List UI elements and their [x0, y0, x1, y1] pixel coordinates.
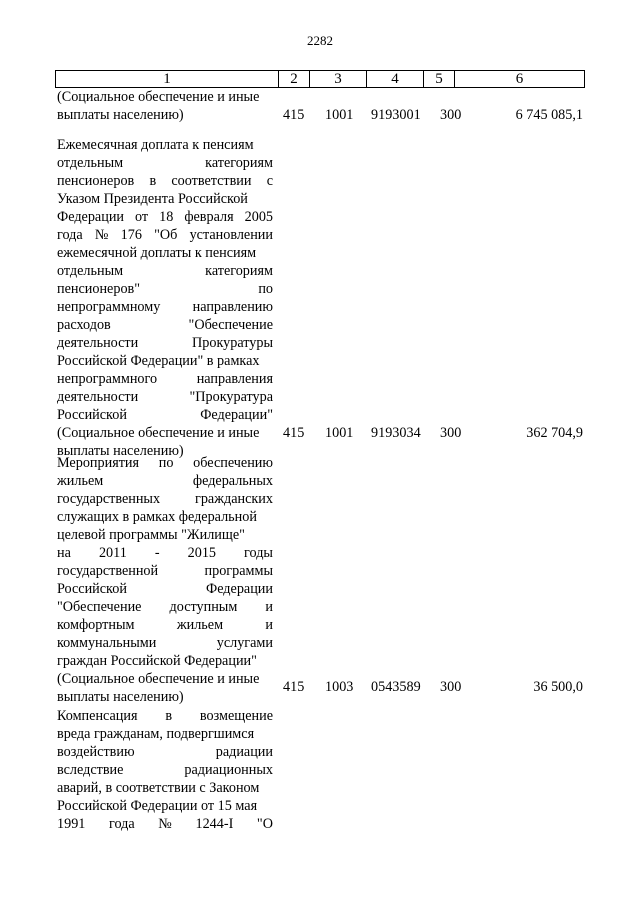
- row-description-line: отдельным категориям: [57, 155, 273, 171]
- row-description-line: жильем федеральных: [57, 473, 273, 489]
- header-col-1: 1: [56, 71, 279, 87]
- row-description-line: 1991 года № 1244-I "О: [57, 816, 273, 832]
- header-col-4: 4: [367, 71, 424, 87]
- row-description-line: служащих в рамках федеральной: [57, 509, 257, 525]
- row-description: [57, 454, 273, 706]
- row-col-4: 9193001: [371, 107, 421, 123]
- row-description-line: выплаты населению): [57, 689, 184, 705]
- row-col-4: 0543589: [371, 679, 421, 695]
- row-col-3: 1001: [325, 425, 354, 441]
- row-col-6: 36 500,0: [533, 679, 583, 695]
- row-col-5: 300: [440, 107, 462, 123]
- row-description-line: на 2011 - 2015 годы: [57, 545, 273, 561]
- row-description-line: Российской Федерации": [57, 407, 273, 423]
- row-description-line: непрограммного направления: [57, 371, 273, 387]
- row-description-line: аварий, в соответствии с Законом: [57, 780, 260, 796]
- row-description-line: Ежемесячная доплата к пенсиям: [57, 137, 254, 153]
- row-description: [57, 707, 273, 833]
- row-description-line: Федерации от 18 февраля 2005: [57, 209, 273, 225]
- row-description-line: расходов "Обеспечение: [57, 317, 273, 333]
- row-description-line: деятельности Прокуратуры: [57, 335, 273, 351]
- row-description-line: комфортным жильем и: [57, 617, 273, 633]
- row-description-line: вследствие радиационных: [57, 762, 273, 778]
- row-description-line: коммунальными услугами: [57, 635, 273, 651]
- row-col-3: 1003: [325, 679, 354, 695]
- row-description-line: граждан Российской Федерации": [57, 653, 257, 669]
- row-description-line: Компенсация в возмещение: [57, 708, 273, 724]
- row-description-line: года № 176 "Об установлении: [57, 227, 273, 243]
- row-col-2: 415: [283, 107, 305, 123]
- row-description-line: вреда гражданам, подвергшимся: [57, 726, 255, 742]
- header-col-6: 6: [515, 71, 524, 87]
- row-description: [57, 88, 273, 124]
- row-description-line: целевой программы "Жилище": [57, 527, 245, 543]
- row-col-2: 415: [283, 679, 305, 695]
- row-description-line: "Обеспечение доступным и: [57, 599, 273, 615]
- row-description-line: пенсионеров" по: [57, 281, 273, 297]
- row-description-line: ежемесячной доплаты к пенсиям: [57, 245, 257, 261]
- row-description-line: Указом Президента Российской: [57, 191, 248, 207]
- row-description-line: (Социальное обеспечение и иные: [57, 671, 260, 687]
- row-description-line: деятельности "Прокуратура: [57, 389, 273, 405]
- row-description-line: воздействию радиации: [57, 744, 273, 760]
- header-col-2: 2: [279, 71, 310, 87]
- row-description-line: пенсионеров в соответствии с: [57, 173, 273, 189]
- row-col-5: 300: [440, 679, 462, 695]
- row-description-line: государственных гражданских: [57, 491, 273, 507]
- header-col-3: 3: [310, 71, 367, 87]
- row-col-6: 362 704,9: [526, 425, 583, 441]
- row-description-line: Российской Федерации от 15 мая: [57, 798, 258, 814]
- row-col-3: 1001: [325, 107, 354, 123]
- row-description-line: государственной программы: [57, 563, 273, 579]
- row-description-line: выплаты населению): [57, 443, 184, 459]
- row-description: [57, 136, 273, 460]
- row-description-line: Мероприятия по обеспечению: [57, 455, 273, 471]
- row-description-line: непрограммному направлению: [57, 299, 273, 315]
- row-description-line: (Социальное обеспечение и иные: [57, 425, 260, 441]
- row-col-6: 6 745 085,1: [515, 107, 583, 123]
- row-description-line: Российской Федерации: [57, 581, 273, 597]
- row-description-line: (Социальное обеспечение и иные: [57, 89, 260, 105]
- page-number: 2282: [307, 33, 333, 48]
- row-description-line: выплаты населению): [57, 107, 184, 123]
- header-col-5: 5: [424, 71, 455, 87]
- row-description-line: Российской Федерации" в рамках: [57, 353, 260, 369]
- row-col-2: 415: [283, 425, 305, 441]
- row-col-4: 9193034: [371, 425, 421, 441]
- row-col-5: 300: [440, 425, 462, 441]
- table-header: [55, 70, 585, 88]
- row-description-line: отдельным категориям: [57, 263, 273, 279]
